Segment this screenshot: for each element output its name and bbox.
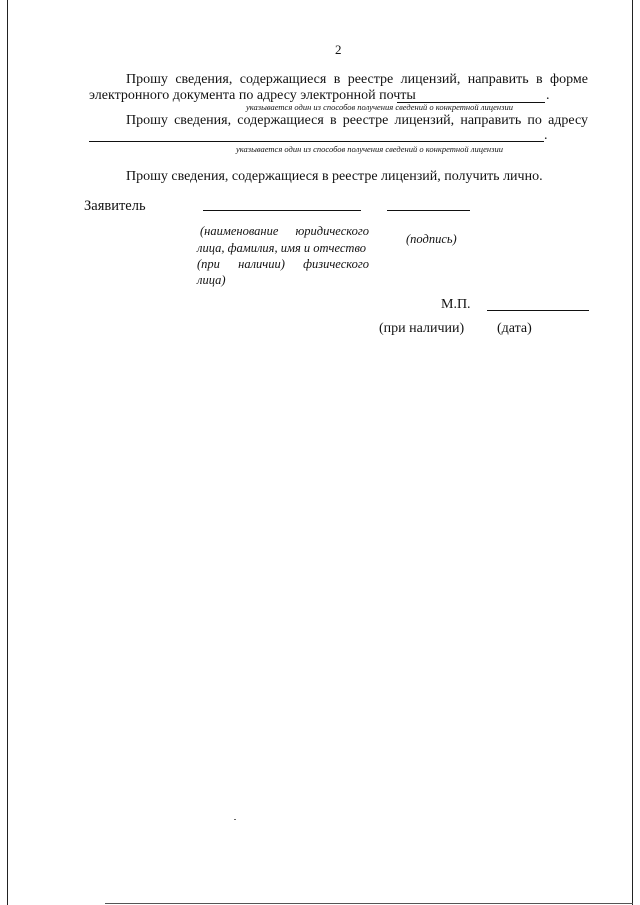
applicant-signature-line: [387, 210, 470, 211]
date-field-line: [487, 310, 589, 311]
scan-speck: [234, 819, 236, 820]
applicant-name-caption-line2: лица, фамилия, имя и отчество: [197, 241, 366, 255]
address-request-line1: Прошу сведения, содержащиеся в реестре лицензий, направить по адресу: [126, 113, 588, 128]
page-frame: [7, 0, 633, 905]
email-request-line2: электронного документа по адресу электронной почты: [89, 88, 416, 103]
address-field-line: [89, 141, 544, 142]
stamp-label: М.П.: [441, 297, 471, 312]
address-request-end: .: [544, 128, 548, 143]
email-request-end: .: [546, 88, 550, 103]
personal-request: Прошу сведения, содержащиеся в реестре лицензий, получить лично.: [126, 169, 543, 184]
applicant-name-caption-line1: (наименование юридического: [200, 224, 369, 238]
page-number: 2: [335, 42, 342, 57]
date-caption: (дата): [497, 321, 532, 336]
address-method-note: указывается один из способов получения сведений о конкретной лицензии: [236, 144, 503, 154]
applicant-name-caption-line3: (при наличии) физического: [197, 257, 369, 271]
applicant-signature-caption: (подпись): [406, 232, 457, 246]
email-request-line1: Прошу сведения, содержащиеся в реестре лицензий, направить в форме: [126, 72, 588, 87]
stamp-if-any: (при наличии): [379, 321, 465, 336]
applicant-label: Заявитель: [84, 198, 146, 214]
applicant-name-caption-line4: лица): [197, 273, 226, 287]
email-method-note: указывается один из способов получения сведений о конкретной лицензии: [246, 102, 513, 112]
applicant-name-line: [203, 210, 361, 211]
page-bottom-edge: [105, 903, 633, 904]
